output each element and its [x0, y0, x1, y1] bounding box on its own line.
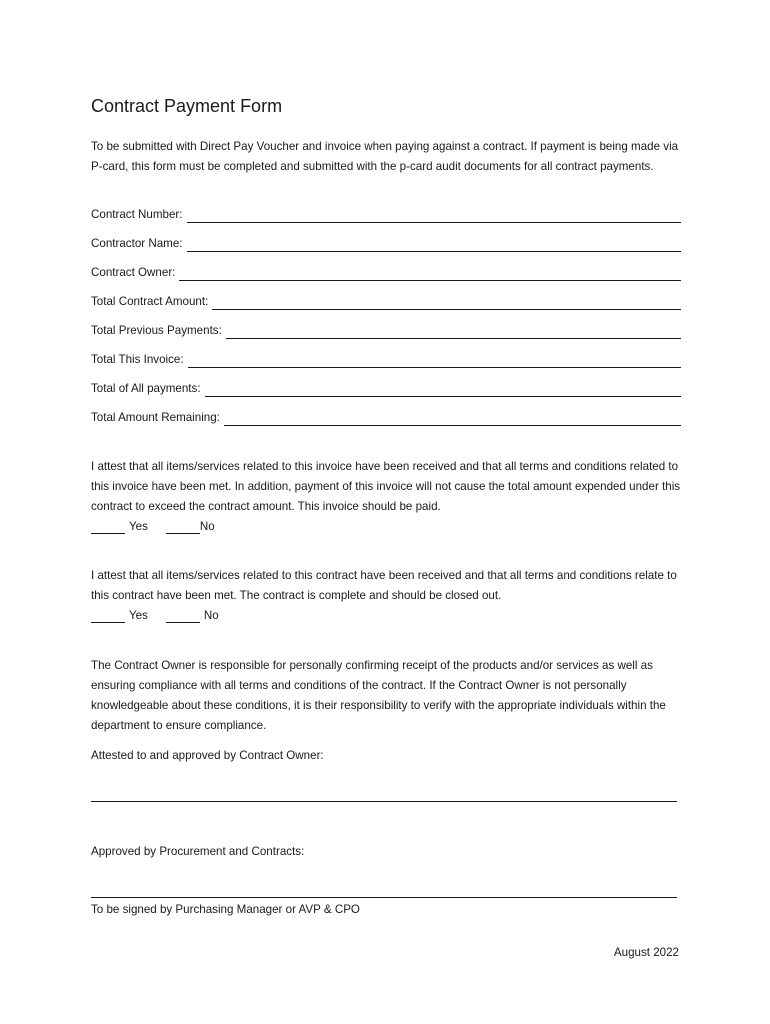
field-total-contract-amount: [91, 292, 681, 312]
form-page: [91, 0, 681, 1024]
intro-paragraph: To be submitted with Direct Pay Voucher and invoice when paying against a contract. If payment is being made via P-card, this form must be completed and submitted with the p-card audit documents for all contract payments.: [91, 140, 679, 173]
attest-contract-no-blank[interactable]: [166, 608, 200, 623]
attest-invoice-choice: [91, 517, 215, 537]
field-label: Contract Owner:: [91, 266, 176, 279]
field-label: Total Previous Payments:: [91, 324, 222, 337]
field-label: Contractor Name:: [91, 237, 183, 250]
total-amount-remaining-input-line[interactable]: [224, 410, 681, 426]
field-total-amount-remaining: [91, 408, 681, 428]
no-label: No: [203, 609, 219, 622]
document-date: August 2022: [613, 946, 679, 959]
page-title: Contract Payment Form: [91, 96, 283, 116]
field-label: Total Amount Remaining:: [91, 411, 220, 424]
attest-contract-choice: [91, 606, 219, 626]
yes-label: Yes: [129, 609, 148, 622]
attest-invoice-paragraph: I attest that all items/services related to this invoice have been received and that all terms and conditions related to this invoice have been met. In addition, payment of this invoice will not cause the total amount expended under this contract to exceed the contract amount. This invoice should be paid.: [91, 460, 681, 513]
contract-owner-input-line[interactable]: [179, 265, 681, 281]
field-label: Contract Number:: [91, 208, 183, 221]
field-contract-number: [91, 205, 681, 225]
procurement-signature-note: To be signed by Purchasing Manager or AVP & CPO: [91, 903, 360, 916]
yes-label: Yes: [129, 520, 148, 533]
total-all-payments-input-line[interactable]: [205, 381, 681, 397]
attest-contract-paragraph: I attest that all items/services related to this contract have been received and that all terms and conditions relate to this contract have been met. The contract is complete and should be closed out.: [91, 569, 677, 602]
field-label: Total Contract Amount:: [91, 295, 209, 308]
field-contractor-name: [91, 234, 681, 254]
contractor-name-input-line[interactable]: [187, 236, 682, 252]
attest-contract-yes-blank[interactable]: [91, 608, 125, 623]
field-total-all-payments: [91, 379, 681, 399]
total-previous-payments-input-line[interactable]: [226, 323, 681, 339]
total-contract-amount-input-line[interactable]: [212, 294, 681, 310]
no-label: No: [199, 520, 215, 533]
owner-responsibility-paragraph: The Contract Owner is responsible for personally confirming receipt of the products and/or services as well as ensuring compliance with all terms and conditions of the contract. If the Contract Owner is not personally knowledgeable about these conditions, it is their responsibility to verify with the appropriate individuals within the department to ensure compliance.: [91, 659, 666, 732]
field-contract-owner: [91, 263, 681, 283]
field-total-previous-payments: [91, 321, 681, 341]
procurement-signature-line[interactable]: [91, 897, 677, 898]
field-label: Total of All payments:: [91, 382, 201, 395]
contract-number-input-line[interactable]: [187, 207, 682, 223]
field-label: Total This Invoice:: [91, 353, 184, 366]
total-this-invoice-input-line[interactable]: [188, 352, 681, 368]
attest-invoice-no-blank[interactable]: [166, 519, 200, 534]
field-total-this-invoice: [91, 350, 681, 370]
owner-signature-line[interactable]: [91, 801, 677, 802]
attest-invoice-yes-blank[interactable]: [91, 519, 125, 534]
owner-signature-label: Attested to and approved by Contract Owner:: [91, 749, 324, 762]
procurement-signature-label: Approved by Procurement and Contracts:: [91, 845, 305, 858]
